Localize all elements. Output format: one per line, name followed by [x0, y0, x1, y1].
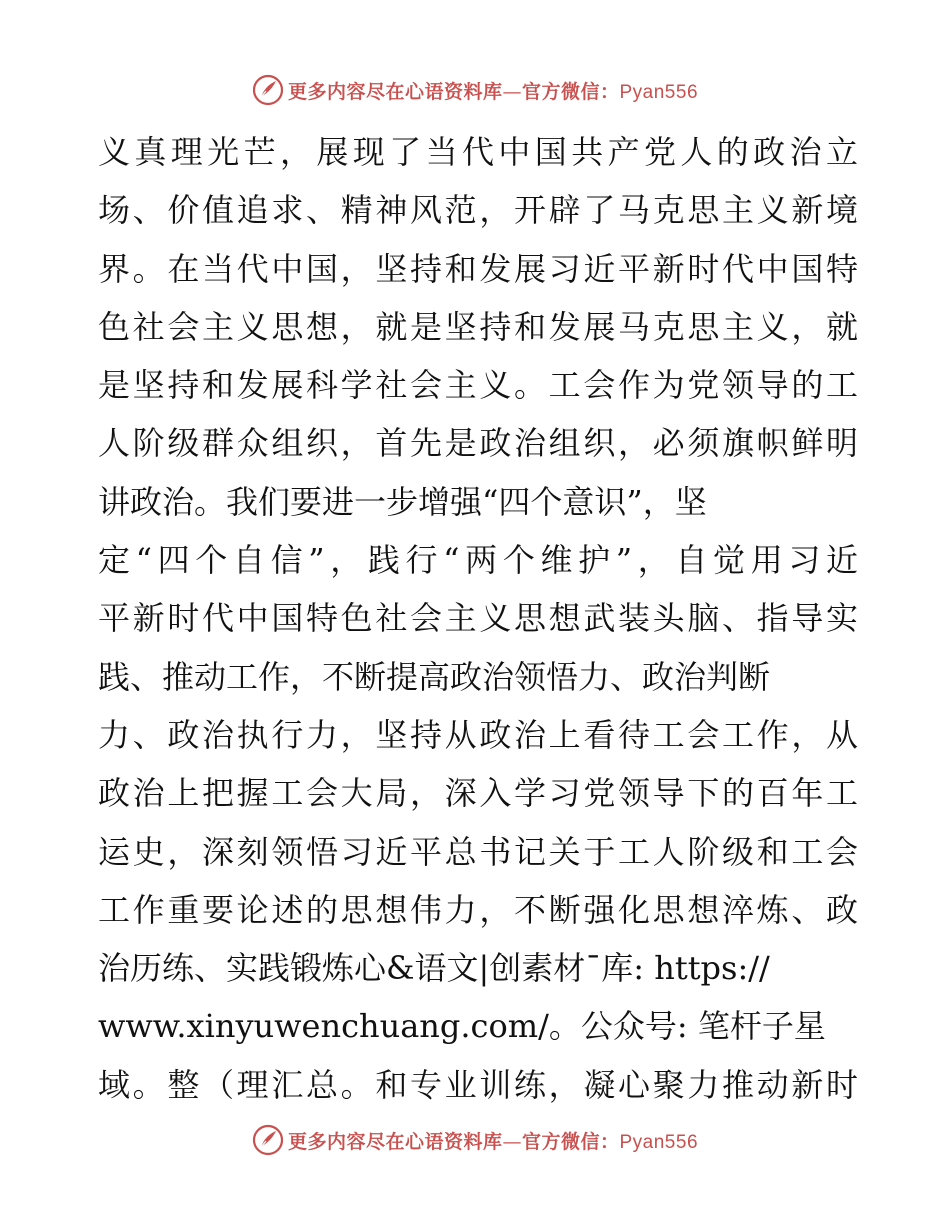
text-line: 定“四个自信”，践行“两个维护”，自觉用习近 — [98, 541, 858, 580]
text-line: 工作重要论述的思想伟力，不断强化思想淬炼、政 — [98, 890, 858, 929]
header-banner — [0, 70, 950, 110]
footer-wechat-id: Pyan556 — [619, 1131, 699, 1153]
footer-separator: — — [502, 1130, 522, 1153]
text-line: 义真理光芒，展现了当代中国共产党人的政治立 — [98, 133, 858, 171]
header-wechat-id: Pyan556 — [619, 81, 699, 103]
document-body — [98, 123, 858, 1114]
text-line: 人阶级群众组织，首先是政治组织，必须旗帜鲜明 — [98, 424, 858, 463]
text-line: 色社会主义思想，就是坚持和发展马克思主义，就 — [98, 307, 858, 346]
footer-banner — [0, 1120, 950, 1160]
header-separator: — — [502, 80, 522, 103]
text-line: 运史，深刻领悟习近平总书记关于工人阶级和工会 — [98, 832, 858, 871]
text-line: 力、政治执行力，坚持从政治上看待工会工作，从 — [98, 715, 858, 754]
footer-brand: 更多内容尽在心语资料库 — [287, 1130, 503, 1153]
header-banner-text — [288, 77, 698, 104]
footer-banner-text — [288, 1127, 698, 1154]
text-line: 践、推动工作，不断提高政治领悟力、政治判断 — [98, 657, 771, 696]
text-line: 政治上把握工会大局，深入学习党领导下的百年工 — [98, 774, 858, 813]
text-line: 是坚持和发展科学社会主义。工会作为党领导的工 — [98, 366, 858, 405]
text-line: 治历练、实践锻炼心&语文|创素材¯库: https:// — [98, 949, 770, 988]
text-line: 界。在当代中国，坚持和发展习近平新时代中国特 — [98, 249, 858, 288]
feather-pen-logo-icon — [252, 1124, 284, 1156]
feather-pen-logo-icon — [252, 74, 284, 106]
header-brand: 更多内容尽在心语资料库 — [287, 80, 503, 103]
footer-wechat-label: 官方微信： — [521, 1130, 620, 1153]
text-line: 场、价值追求、精神风范，开辟了马克思主义新境 — [98, 191, 858, 230]
text-line: 讲政治。我们要进一步增强“四个意识”，坚 — [98, 482, 707, 521]
text-line: 域。整（理汇总。和专业训练，凝心聚力推动新时 — [98, 1065, 858, 1104]
header-wechat-label: 官方微信： — [521, 80, 620, 103]
text-line: 平新时代中国特色社会主义思想武装头脑、指导实 — [98, 599, 858, 638]
text-line: www.xinyuwenchuang.com/。公众号: 笔杆子星 — [98, 1007, 826, 1046]
